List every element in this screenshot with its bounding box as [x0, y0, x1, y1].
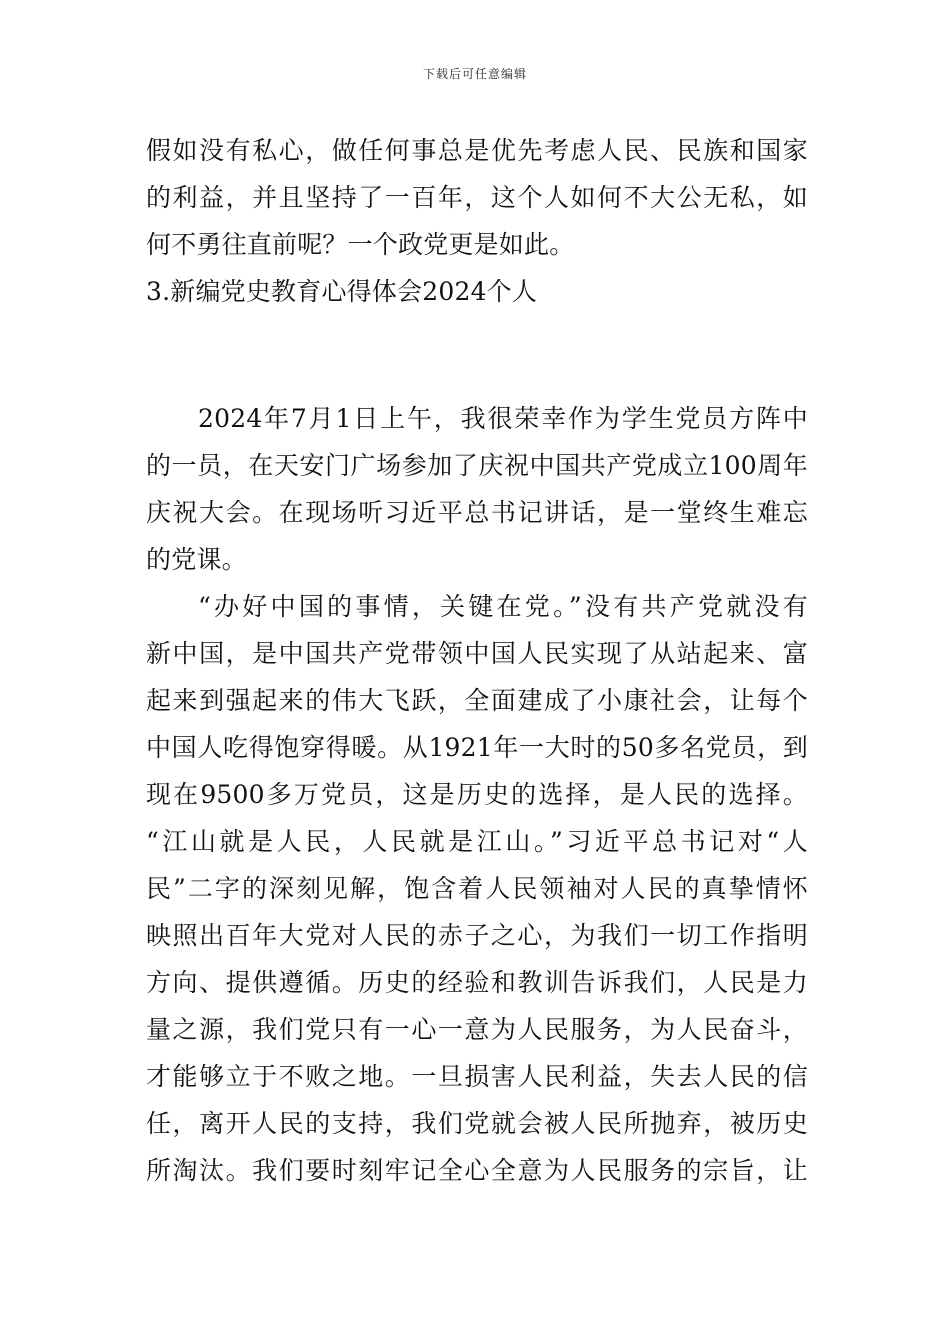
- paragraph-line: 何不勇往直前呢？一个政党更是如此。: [146, 230, 575, 259]
- paragraph-line: 的一员，在天安门广场参加了庆祝中国共产党成立100周年: [146, 451, 808, 480]
- paragraph-line: 量之源，我们党只有一心一意为人民服务，为人民奋斗，: [146, 1015, 808, 1044]
- paragraph-line: 民”二字的深刻见解，饱含着人民领袖对人民的真挚情怀: [146, 874, 808, 903]
- paragraph-line: “江山就是人民，人民就是江山。”习近平总书记对“人: [146, 827, 808, 856]
- paragraph-line: 庆祝大会。在现场听习近平总书记讲话，是一堂终生难忘: [146, 498, 808, 527]
- paragraph-line: 新中国，是中国共产党带领中国人民实现了从站起来、富: [146, 639, 808, 668]
- paragraph-line: 映照出百年大党对人民的赤子之心，为我们一切工作指明: [146, 921, 808, 950]
- blank-line: [146, 315, 808, 395]
- section-heading: 3.新编党史教育心得体会2024个人: [146, 277, 538, 306]
- paragraph-line: 中国人吃得饱穿得暖。从1921年一大时的50多名党员，到: [146, 733, 808, 762]
- document-body: [146, 127, 808, 1194]
- paragraph-line: 2024年7月1日上午，我很荣幸作为学生党员方阵中: [198, 404, 808, 433]
- paragraph-line: “办好中国的事情，关键在党。”没有共产党就没有: [198, 592, 808, 621]
- paragraph-line: 才能够立于不败之地。一旦损害人民利益，失去人民的信: [146, 1062, 808, 1091]
- paragraph-line: 任，离开人民的支持，我们党就会被人民所抛弃，被历史: [146, 1109, 808, 1138]
- paragraph-line: 现在9500多万党员，这是历史的选择，是人民的选择。: [146, 780, 808, 809]
- paragraph-line: 的利益，并且坚持了一百年，这个人如何不大公无私，如: [146, 183, 808, 212]
- paragraph-line: 起来到强起来的伟大飞跃，全面建成了小康社会，让每个: [146, 686, 808, 715]
- paragraph-line: 所淘汰。我们要时刻牢记全心全意为人民服务的宗旨，让: [146, 1156, 808, 1185]
- paragraph-line: 的党课。: [146, 545, 247, 574]
- paragraph-line: 假如没有私心，做任何事总是优先考虑人民、民族和国家: [146, 136, 808, 165]
- page-header: 下载后可任意编辑: [422, 67, 527, 81]
- paragraph-line: 方向、提供遵循。历史的经验和教训告诉我们，人民是力: [146, 968, 808, 997]
